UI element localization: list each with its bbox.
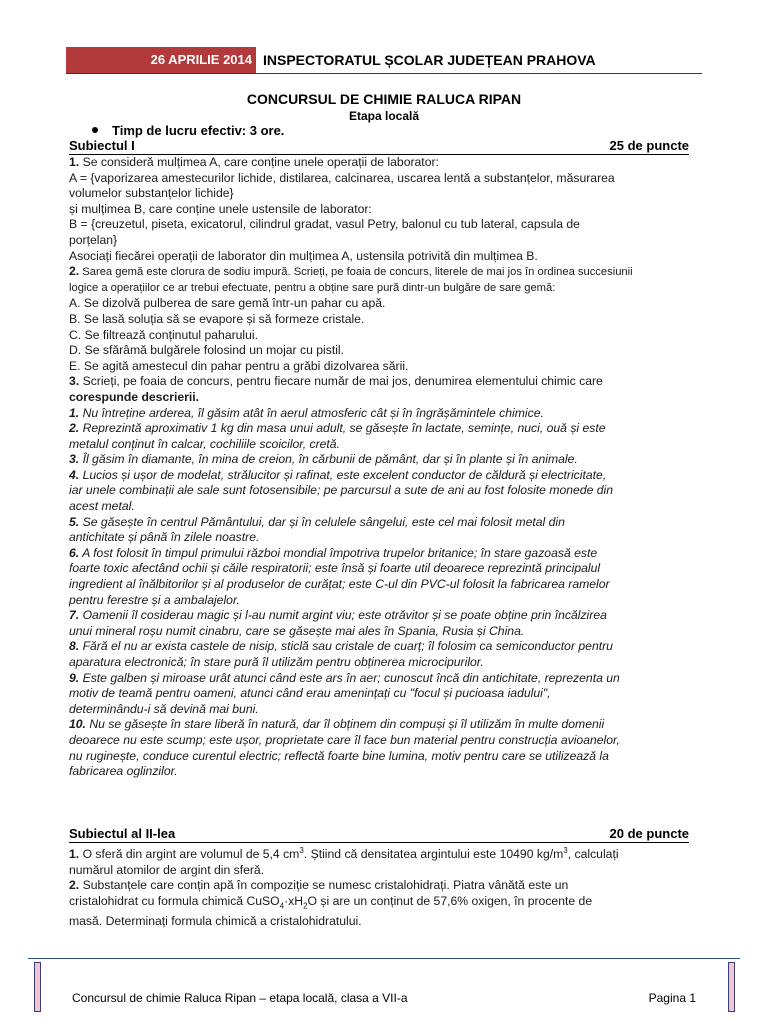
q3-item-text: determinându-i să devină mai buni. xyxy=(69,701,259,716)
q3-item-line xyxy=(69,593,689,609)
q3-item-text: deoarece nu este scump; este ușor, proprietate care îl face bun material pentru construcția avioanelor, xyxy=(69,732,620,747)
q3-item-number: 9. xyxy=(69,670,80,685)
q2-option-e: E. Se agită amestecul din pahar pentru a grăbi dizolvarea sării. xyxy=(69,358,409,373)
q3-item-line xyxy=(69,717,689,733)
q3-item-text: antichitate și până în zilele noastre. xyxy=(69,530,260,545)
q3-item-line xyxy=(69,624,689,640)
bullet-icon xyxy=(92,127,98,133)
q3-item-text: Se găsește în centrul Pământului, dar și în celulele sângelui, este cel mai folosit metal din xyxy=(82,514,565,529)
q3-item-text: ingredient al înălbitorilor și al produselor de curățat; este C-ul din PVC-ul folosit la fabricarea ramelor xyxy=(69,577,610,592)
q3-item-text: foarte toxic afectând ochii și căile respiratorii; este însă și foarte util deoarece reprezintă principalul xyxy=(69,561,601,576)
q1-set-a-cont: volumelor substanțelor lichide} xyxy=(69,186,234,201)
subject-2-heading xyxy=(69,826,689,843)
time-note xyxy=(92,123,284,138)
q3-item-line xyxy=(69,561,689,577)
q3-item-text: Reprezintă aproximativ 1 kg din masa unui adult, se găsește în lactate, semințe, nuci, ouă și este xyxy=(82,421,606,436)
q3-item-text: A fost folosit în timpul primului război mondial împotriva trupelor britanice; în stare gazoasă este xyxy=(82,545,598,560)
s2-question-1: 1. O sferă din argint are volumul de 5,4 $cm^3$. Știind că densitatea argintului este 10490 $kg/m^3$, calculați xyxy=(69,846,619,862)
header-date: 26 APRILIE 2014 xyxy=(66,47,256,73)
q3-item-line xyxy=(69,655,689,671)
q3-item-line xyxy=(69,764,689,780)
q3-item-text: Nu se găsește în stare liberă în natură, dar îl obținem din compuși și îl utilizăm în multe domenii xyxy=(89,717,605,732)
q3-item-number: 2. xyxy=(69,421,80,436)
q3-item-text: Îl găsim în diamante, în mina de creion, în cărbunii de pământ, dar și în plante și în animale. xyxy=(82,452,578,467)
subject-2-points: 20 de puncte xyxy=(609,826,689,841)
q3-item-line xyxy=(69,671,689,687)
q3-item-text: metalul conținut în calcar, cochiliile scoicilor, cretă. xyxy=(69,436,340,451)
q3-item-text: Oamenii îl cosiderau magic și l-au numit argint viu; este otrăvitor și se poate obține prin încălzirea xyxy=(82,608,607,623)
q3-item-text: Lucios și ușor de modelat, strălucitor și rafinat, este excelent conductor de căldură și electricitate, xyxy=(82,467,607,482)
q3-item-line xyxy=(69,437,689,453)
s2q2-formula-line: cristalohidrat cu formula chimică $CuSO_4\cdot xH_2O$ și are un conținut de 57,6% oxigen, în procente de xyxy=(69,893,593,911)
q1-set-a: A = {vaporizarea amestecurilor lichide, distilarea, calcinarea, uscarea lentă a substanțelor, măsurarea xyxy=(69,170,615,185)
document-stage: Etapa locală xyxy=(348,109,420,123)
header-organization: INSPECTORATUL ȘCOLAR JUDEȚEAN PRAHOVA xyxy=(263,52,596,68)
q3-item-line xyxy=(69,499,689,515)
subject-1-body xyxy=(69,155,689,780)
q3-item-line xyxy=(69,406,689,422)
q3-item-text: iar unele combinații ale sale sunt fotosensibile; pe parcursul a sute de ani au fost folosite monede din xyxy=(69,483,614,498)
q3-item-number: 1. xyxy=(69,405,80,420)
q3-item-text: aparatura electronică; în stare pură îl utilizăm pentru obținerea microcipurilor. xyxy=(69,655,484,669)
q3-item-text: pentru ferestre și a ambalajelor. xyxy=(69,592,240,607)
q3-item-number: 6. xyxy=(69,545,80,560)
footer-right-bar xyxy=(728,962,735,1012)
page-number: Pagina 1 xyxy=(648,991,696,1005)
q1-task: Asociați fiecărei operații de laborator din mulțimea A, ustensila potrivită din mulțimea B. xyxy=(69,248,538,263)
q3-item-number: 3. xyxy=(69,452,80,467)
q3-item-line xyxy=(69,530,689,546)
s2q2-cont: masă. Determinați formula chimică a cristalohidratului. xyxy=(69,913,362,928)
q3-item-line xyxy=(69,686,689,702)
q3-item-number: 7. xyxy=(69,608,80,623)
q3-item-text: fabricarea oglinzilor. xyxy=(69,764,178,779)
q2-intro-cont: logice a operațiilor ce ar trebui efectuate, pentru a obține sare pură dintr-un bulgăre de sare gemă: xyxy=(69,281,556,294)
q3-item-number: 8. xyxy=(69,639,80,654)
q3-item-line xyxy=(69,421,689,437)
q3-item-text: Este galben și miroase urât atunci când este ars în aer; cunoscut încă din antichitate, reprezenta un xyxy=(82,670,620,685)
time-note-text: Timp de lucru efectiv: 3 ore. xyxy=(112,123,285,138)
q1-set-b-cont: porțelan} xyxy=(69,232,118,247)
q3-item-line xyxy=(69,749,689,765)
q1-set-b-intro: și mulțimea B, care conține unele ustensile de laborator: xyxy=(69,201,372,216)
q1-set-b: B = {creuzetul, piseta, exicatorul, cilindrul gradat, vasul Petry, balonul cu tub lateral, capsula de xyxy=(69,217,580,232)
subject-1-title: Subiectul I xyxy=(69,138,135,153)
q3-item-line xyxy=(69,702,689,718)
q3-item-number: 10. xyxy=(69,717,86,732)
q3-item-text: nu ruginește, conduce curentul electric; reflectă foarte bine lumina, motiv pentru care se utilizează la xyxy=(69,748,609,763)
q3-item-number: 4. xyxy=(69,467,80,482)
q2-option-a: A. Se dizolvă pulberea de sare gemă într-un pahar cu apă. xyxy=(69,296,386,311)
q3-item-text: Nu întreține arderea, îl găsim atât în aerul atmosferic cât și în îngrășămintele chimice. xyxy=(82,405,544,420)
q3-intro-cont: corespunde descrierii. xyxy=(69,389,200,404)
subject-1-heading xyxy=(69,138,689,155)
q3-item-line xyxy=(69,577,689,593)
q2-option-c: C. Se filtrează conținutul paharului. xyxy=(69,327,259,342)
s2q1-cont: numărul atomilor de argint din sferă. xyxy=(69,862,265,877)
q3-item-number: 5. xyxy=(69,514,80,529)
page-header xyxy=(66,47,702,74)
q2-option-b: B. Se lasă soluția să se evapore și să formeze cristale. xyxy=(69,311,365,326)
subject-2-body xyxy=(69,843,689,929)
question-1: 1. Se consideră mulțimea A, care conține unele operații de laborator: xyxy=(69,155,439,169)
q3-item-line xyxy=(69,546,689,562)
q3-item-line xyxy=(69,468,689,484)
q3-item-line xyxy=(69,608,689,624)
q2-option-d: D. Se sfărâmă bulgărele folosind un mojar cu pistil. xyxy=(69,343,345,358)
q3-item-text: unui mineral roșu numit cinabru, care se găsește mai ales în Spania, Rusia și China. xyxy=(69,623,525,638)
question-2: 2. Sarea gemă este clorura de sodiu impură. Scrieți, pe foaia de concurs, literele de mai jos în ordinea succesiunii xyxy=(69,264,633,279)
s2-question-2: 2. Substanțele care conțin apă în compoziție se numesc cristalohidrați. Piatra vânătă este un xyxy=(69,878,569,893)
footer-text: Concursul de chimie Raluca Ripan – etapa locală, clasa a VII-a xyxy=(72,991,408,1005)
subject-2-title: Subiectul al II-lea xyxy=(69,826,176,841)
subject-1-points: 25 de puncte xyxy=(609,138,689,153)
q3-item-line xyxy=(69,452,689,468)
document-title: CONCURSUL DE CHIMIE RALUCA RIPAN xyxy=(246,91,522,107)
question-3: 3. Scrieți, pe foaia de concurs, pentru fiecare număr de mai jos, denumirea elementului chimic care xyxy=(69,374,603,389)
q3-item-list xyxy=(69,406,689,780)
q3-item-line xyxy=(69,639,689,655)
q3-item-line xyxy=(69,733,689,749)
q3-item-line xyxy=(69,483,689,499)
q3-item-text: Fără el nu ar exista castele de nisip, sticlă sau cristale de cuarț; îl folosim ca semiconductor pentru xyxy=(82,639,613,654)
q3-item-text: motiv de teamă pentru oameni, atunci când erau amenințați cu "focul și pucioasa iadului", xyxy=(69,686,551,701)
q3-item-line xyxy=(69,515,689,531)
q3-item-text: acest metal. xyxy=(69,499,135,514)
footer-left-bar xyxy=(34,962,41,1012)
